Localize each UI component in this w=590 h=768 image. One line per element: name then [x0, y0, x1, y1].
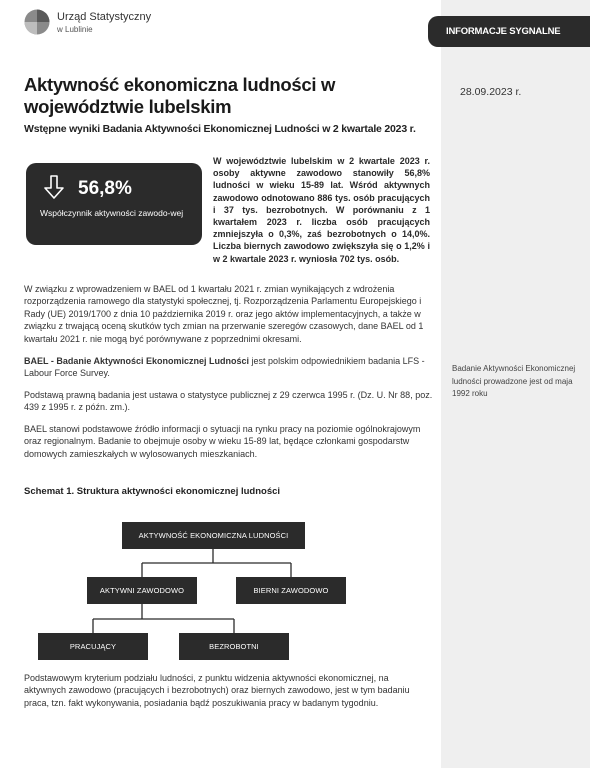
org-location: w Lublinie — [57, 25, 93, 34]
lead-paragraph: W województwie lubelskim w 2 kwartale 2023 r. osoby aktywne zawodowo stanowiły 56,8% ludności w wieku 15-89 lat. Wśród aktywnych zawodowo odnotowano 886 tys. osób pracujących i 37 tys. bezrobotnych. W porównaniu z 1 kwartałem 2023 r. liczba osób pracujących zmniejszyła o 0,3%, zaś bezrobotnych o 14,0%. Liczba biernych zawodowo zwiększyła się o 1,2% i w 2 kwartale 2023 r. wyniosła 702 tys. osób. — [213, 156, 430, 264]
page-title: Aktywność ekonomiczna ludności w województwie lubelskim — [24, 74, 336, 117]
org-logo-icon — [24, 9, 50, 35]
kpi-label: Współczynnik aktywności zawodo-wej — [40, 208, 184, 218]
kpi-value: 56,8% — [78, 178, 132, 199]
paragraph-bael-definition — [24, 355, 434, 380]
schema-node-inactive: BIERNI ZAWODOWO — [236, 577, 346, 604]
publication-date: 28.09.2023 r. — [460, 86, 522, 98]
paragraph-survey-scope: BAEL stanowi podstawowe źródło informacji o sytuacji na rynku pracy na poziomie ogólnokrajowym oraz regionalnym. Badanie to obejmuje osoby w wieku 15-89 lat, będące członkami gospodarstw domowych zamieszkałych w wylosowanych mieszkaniach. — [24, 424, 421, 459]
paragraph-legal-basis: Podstawą prawną badania jest ustawa o statystyce publicznej z 29 czerwca 1995 r. (Dz. U. Nr 88, poz. 439 z 1995 r. z późn. zm.). — [24, 390, 433, 413]
schema-title: Schemat 1. Struktura aktywności ekonomicznej ludności — [24, 486, 281, 497]
schema-node-unemployed: BEZROBOTNI — [179, 633, 289, 660]
arrow-down-icon — [43, 175, 65, 199]
schema-node-active: AKTYWNI ZAWODOWO — [87, 577, 197, 604]
side-note: Badanie Aktywności Ekonomicznej ludności prowadzone jest od maja 1992 roku — [452, 364, 576, 398]
page-subtitle: Wstępne wyniki Badania Aktywności Ekonomicznej Ludności w 2 kwartale 2023 r. — [24, 123, 416, 135]
org-name: Urząd Statystyczny — [57, 11, 152, 23]
publication-type-tag: INFORMACJE SYGNALNE — [428, 16, 590, 47]
paragraph-methodology-change: W związku z wprowadzeniem w BAEL od 1 kwartału 2021 r. zmian wynikających z wdrożenia rozporządzenia ramowego dla statystyki społecznej, tj. Rozporządzenia Parlamentu Europejskiego i Rady (UE) 2019/1700 z dnia 10 października 2019 r. oraz jego aktów implementacyjnych, a także w związku z trwającą oceną skutków tych zmian na przerwanie szeregów czasowych, dane BAEL od 1 kwartału 2021 r. nie mogą być porównywane z poprzednimi okresami. — [24, 284, 424, 344]
schema-node-economic-activity: AKTYWNOŚĆ EKONOMICZNA LUDNOŚCI — [122, 522, 305, 549]
paragraph-classification-criterion: Podstawowym kryterium podziału ludności, z punktu widzenia aktywności ekonomicznej, na aktywnych zawodowo (pracujących i bezrobotnych) oraz biernych zawodowo, jest w tym badaniu praca, tzn. fakt wykonywania, posiadania bądź poszukiwania pracy w badanym tygodniu. — [24, 673, 410, 708]
bael-description: jest polskim odpowiednikiem badania LFS - Labour Force Survey. — [24, 356, 425, 379]
kpi-card — [26, 163, 202, 245]
schema-node-employed: PRACUJĄCY — [38, 633, 148, 660]
bael-term: BAEL - Badanie Aktywności Ekonomicznej Ludności — [24, 356, 250, 366]
